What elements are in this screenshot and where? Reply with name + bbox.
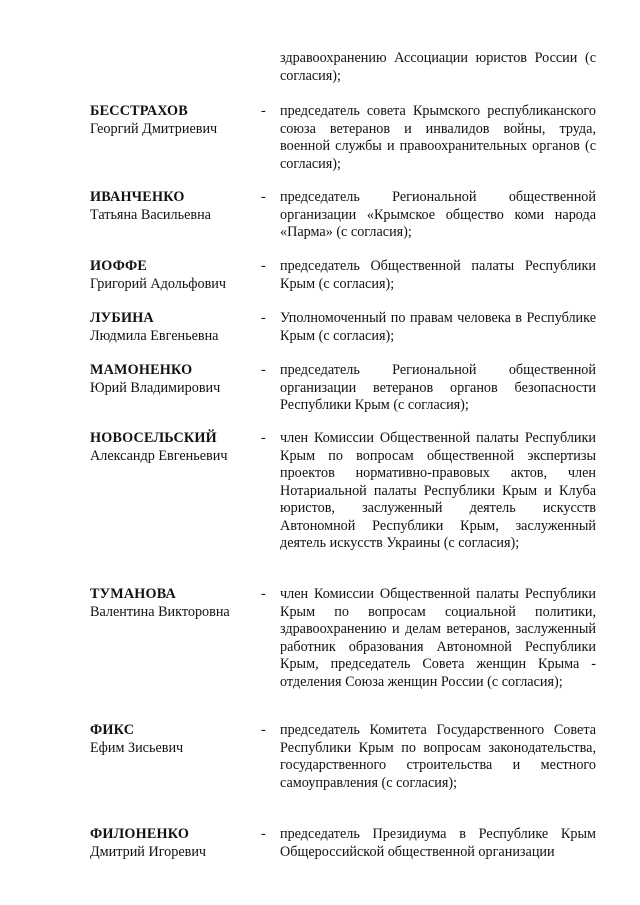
- dash-separator: -: [261, 722, 266, 738]
- member-surname: ТУМАНОВА: [90, 586, 176, 602]
- dash-separator: -: [261, 586, 266, 602]
- member-description: председатель Президиума в Республике Крым Общероссийской общественной организации: [280, 826, 596, 860]
- member-surname: БЕССТРАХОВ: [90, 103, 188, 119]
- member-surname: МАМОНЕНКО: [90, 362, 193, 378]
- member-name: [90, 103, 265, 138]
- member-name: [90, 586, 265, 621]
- member-name: [90, 362, 265, 397]
- member-surname: ФИЛОНЕНКО: [90, 826, 190, 842]
- member-name: [90, 430, 265, 465]
- member-surname: ФИКС: [90, 722, 135, 738]
- member-description: председатель Региональной общественной организации «Крымское общество коми народа «Парма» (с согласия);: [280, 189, 596, 240]
- dash-separator: -: [261, 258, 266, 274]
- member-surname: ИОФФЕ: [90, 258, 148, 274]
- member-given-names: Валентина Викторовна: [90, 603, 230, 620]
- member-given-names: Георгий Дмитриевич: [90, 120, 218, 137]
- dash-separator: -: [261, 189, 266, 205]
- member-description: Уполномоченный по правам человека в Республике Крым (с согласия);: [280, 310, 596, 344]
- dash-separator: -: [261, 310, 266, 326]
- member-given-names: Ефим Зисьевич: [90, 739, 184, 756]
- dash-separator: -: [261, 103, 266, 119]
- dash-separator: -: [261, 362, 266, 378]
- member-given-names: Дмитрий Игоревич: [90, 843, 207, 860]
- member-name: [90, 722, 265, 757]
- dash-separator: -: [261, 826, 266, 842]
- member-name: [90, 189, 265, 224]
- member-surname: ИВАНЧЕНКО: [90, 189, 185, 205]
- member-name: [90, 826, 265, 861]
- member-description: председатель Региональной общественной организации ветеранов органов безопасности Республики Крым (с согласия);: [280, 362, 596, 413]
- member-name: [90, 258, 265, 293]
- continuation-text: здравоохранению Ассоциации юристов России (с согласия);: [280, 50, 596, 84]
- member-surname: НОВОСЕЛЬСКИЙ: [90, 430, 217, 446]
- dash-separator: -: [261, 430, 266, 446]
- member-given-names: Юрий Владимирович: [90, 379, 221, 396]
- member-given-names: Григорий Адольфович: [90, 275, 227, 292]
- member-given-names: Татьяна Васильевна: [90, 206, 211, 223]
- member-name: [90, 310, 265, 345]
- member-surname: ЛУБИНА: [90, 310, 154, 326]
- member-given-names: Александр Евгеньевич: [90, 447, 228, 464]
- member-given-names: Людмила Евгеньевна: [90, 327, 219, 344]
- member-description: председатель Комитета Государственного Совета Республики Крым по вопросам законодательства, государственного строительства и местного самоуправления (с согласия);: [280, 722, 596, 791]
- member-description: председатель совета Крымского республиканского союза ветеранов и инвалидов войны, труда, военной службы и правоохранительных органов (с согласия);: [280, 103, 596, 172]
- member-description: член Комиссии Общественной палаты Республики Крым по вопросам общественной экспертизы проектов нормативно-правовых актов, член Нотариальной палаты Республики Крым и Клуба юристов, заслуженный деятель искусств Автономной Республики Крым, заслуженный деятель искусств Украины (с согласия);: [280, 430, 596, 551]
- member-description: председатель Общественной палаты Республики Крым (с согласия);: [280, 258, 596, 292]
- member-description: член Комиссии Общественной палаты Республики Крым по вопросам социальной политики, здравоохранению и делам ветеранов, заслуженный работник образования Автономной Республики Крым, председатель Совета женщин Крыма - отделения Союза женщин России (с согласия);: [280, 586, 596, 690]
